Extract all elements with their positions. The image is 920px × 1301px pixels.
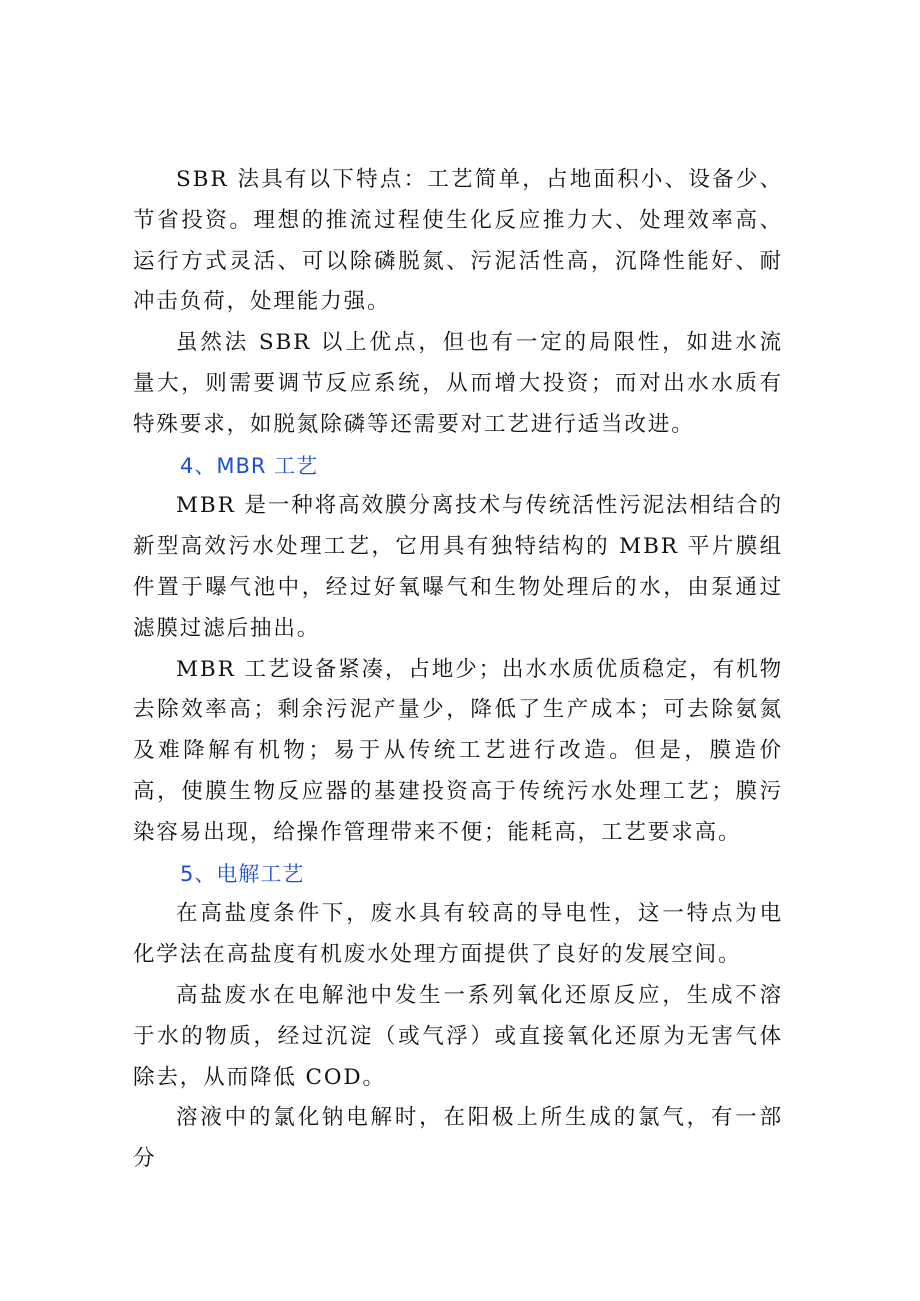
paragraph-mbr-intro: MBR 是一种将高效膜分离技术与传统活性污泥法相结合的新型高效污水处理工艺，它用具有独特结构的 MBR 平片膜组件置于曝气池中，经过好氧曝气和生物处理后的水，由泵通过滤膜过滤后抽出。	[133, 493, 783, 641]
paragraph-sbr-features: SBR 法具有以下特点：工艺简单，占地面积小、设备少、节省投资。理想的推流过程使生化反应推力大、处理效率高、运行方式灵活、可以除磷脱氮、污泥活性高，沉降性能好、耐冲击负荷，处理能力强。	[133, 167, 783, 315]
paragraph-electrolysis-chlorine: 溶液中的氯化钠电解时，在阳极上所生成的氯气，有一部分	[133, 1105, 783, 1172]
section-heading-mbr: 4、MBR 工艺	[180, 453, 319, 478]
paragraph-electrolysis-redox: 高盐废水在电解池中发生一系列氧化还原反应，生成不溶于水的物质，经过沉淀（或气浮）或直接氧化还原为无害气体除去，从而降低 COD。	[133, 982, 783, 1090]
section-heading-electrolysis: 5、电解工艺	[180, 861, 305, 886]
paragraph-electrolysis-intro: 在高盐度条件下，废水具有较高的导电性，这一特点为电化学法在高盐度有机废水处理方面提供了良好的发展空间。	[133, 901, 783, 968]
paragraph-mbr-pros-cons: MBR 工艺设备紧凑，占地少；出水水质优质稳定，有机物去除效率高；剩余污泥产量少，降低了生产成本；可去除氨氮及难降解有机物；易于从传统工艺进行改造。但是，膜造价高，使膜生物反应器的基建投资高于传统污水处理工艺；膜污染容易出现，给操作管理带来不便；能耗高，工艺要求高。	[133, 656, 783, 845]
paragraph-sbr-limitations: 虽然法 SBR 以上优点，但也有一定的局限性，如进水流量大，则需要调节反应系统，从而增大投资；而对出水水质有特殊要求，如脱氮除磷等还需要对工艺进行适当改进。	[133, 330, 783, 437]
document-body	[133, 160, 783, 1180]
